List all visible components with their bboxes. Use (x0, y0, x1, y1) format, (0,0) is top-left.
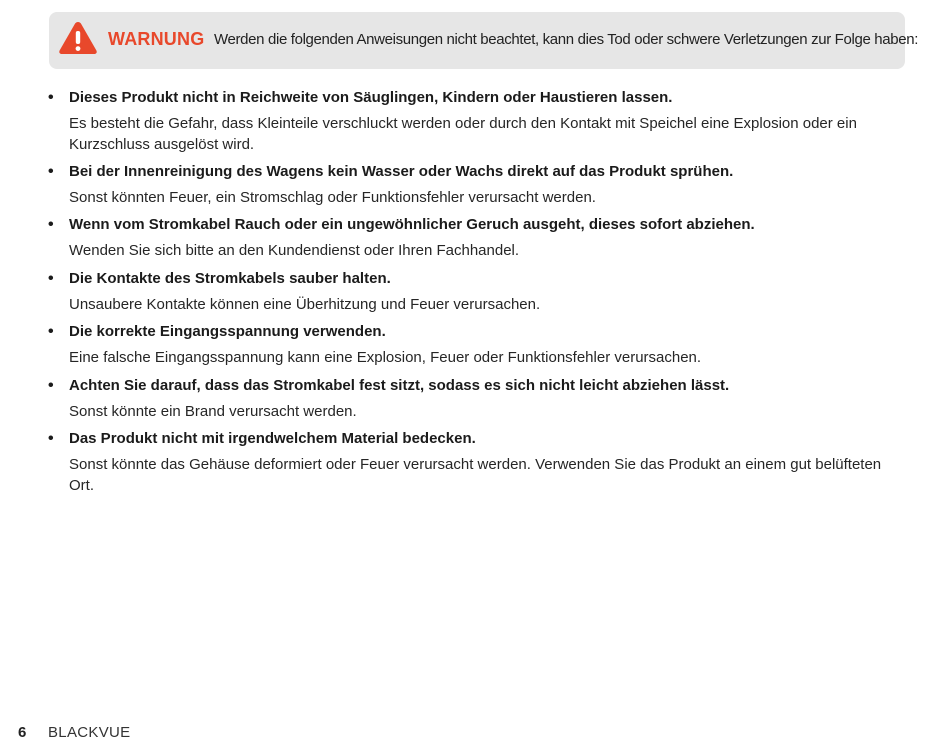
item-heading: Bei der Innenreinigung des Wagens kein Wasser oder Wachs direkt auf das Produkt sprühen. (69, 163, 734, 180)
bullet: • (48, 270, 54, 287)
bullet: • (48, 377, 54, 394)
item-heading: Achten Sie darauf, dass das Stromkabel fest sitzt, sodass es sich nicht leicht abziehen lässt. (69, 377, 730, 394)
item-heading: Die Kontakte des Stromkabels sauber halten. (69, 270, 391, 287)
item-heading: Dieses Produkt nicht in Reichweite von Säuglingen, Kindern oder Haustieren lassen. (69, 89, 673, 106)
bullet: • (48, 430, 54, 447)
warning-banner (49, 12, 919, 69)
brand-name: BLACKVUE (48, 724, 131, 741)
item-body: Sonst könnte ein Brand verursacht werden. (69, 403, 357, 420)
bullet: • (48, 323, 54, 340)
warning-triangle-icon (58, 20, 98, 56)
item-body: Es besteht die Gefahr, dass Kleinteile verschluckt werden oder durch den Kontakt mit Speichel eine Explosion oder ein Kurzschluss ausgelöst wird. (69, 115, 857, 153)
item-body: Sonst könnte das Gehäuse deformiert oder Feuer verursacht werden. Verwenden Sie das Produkt an einem gut belüfteten Ort. (69, 456, 882, 494)
page-number: 6 (18, 724, 27, 741)
item-body: Eine falsche Eingangsspannung kann eine Explosion, Feuer oder Funktionsfehler verursachen. (69, 349, 702, 366)
warning-text: Werden die folgenden Anweisungen nicht beachtet, kann dies Tod oder schwere Verletzungen zur Folge haben: (214, 31, 919, 48)
item-body: Wenden Sie sich bitte an den Kundendienst oder Ihren Fachhandel. (69, 242, 520, 259)
warning-title: WARNUNG (108, 29, 205, 49)
item-body: Unsaubere Kontakte können eine Überhitzung und Feuer verursachen. (69, 296, 541, 313)
bullet: • (48, 216, 54, 233)
bullet: • (48, 89, 54, 106)
item-heading: Wenn vom Stromkabel Rauch oder ein ungewöhnlicher Geruch ausgeht, dieses sofort abziehen. (69, 216, 755, 233)
item-heading: Die korrekte Eingangsspannung verwenden. (69, 323, 386, 340)
item-body: Sonst könnten Feuer, ein Stromschlag oder Funktionsfehler verursacht werden. (69, 189, 596, 206)
item-heading: Das Produkt nicht mit irgendwelchem Material bedecken. (69, 430, 476, 447)
bullet: • (48, 163, 54, 180)
